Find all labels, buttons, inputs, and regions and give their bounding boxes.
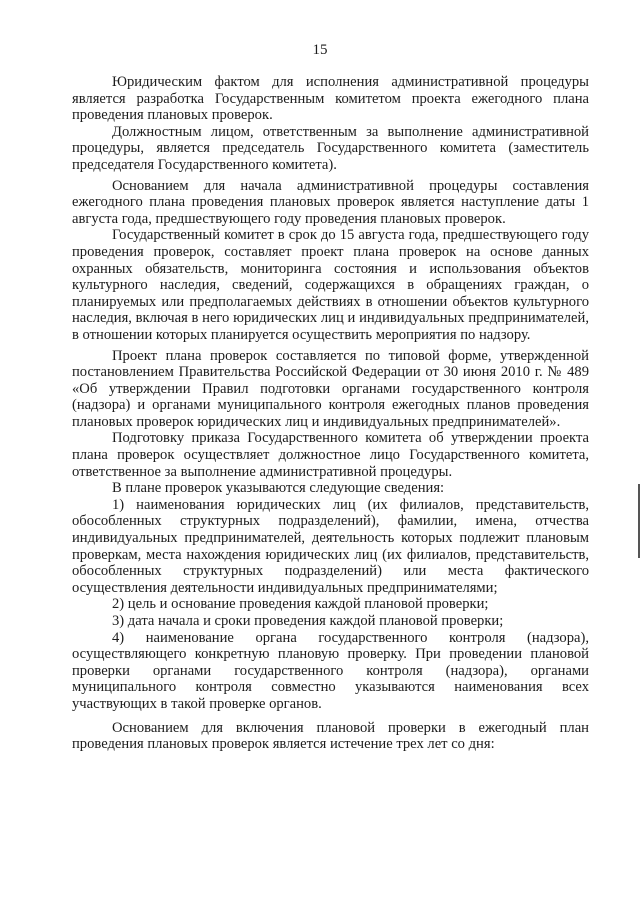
paragraph-plan-drafting: Государственный комитет в срок до 15 августа года, предшествующего году проведения проверок, составляет проект плана проверок на основе данных охранных обязательств, мониторинга состояния и использования объектов культурного наследия, сведений, содержащихся в обращениях граждан, о планируемых или предполагаемых действиях в отношении объектов культурного наследия, включая в него юридических лиц и индивидуальных предпринимателей, в отношении которых планируется осуществить мероприятия по надзору. [72,227,589,343]
page-number: 15 [312,42,328,58]
paragraph-standard-form: Проект плана проверок составляется по типовой форме, утвержденной постановлением Правительства Российской Федерации от 30 июня 2010 г. № 489 «Об утверждении Правил подготовки органами государственного контроля (надзора) и органами муниципального контроля ежегодных планов проведения плановых проверок юридических лиц и индивидуальных предпринимателей». [72,347,589,430]
list-item-2: 2) цель и основание проведения каждой плановой проверки; [112,596,489,613]
paragraph-inclusion-basis: Основанием для включения плановой проверки в ежегодный план проведения плановых проверок является истечение трех лет со дня: [72,719,589,753]
paragraph-legal-fact: Юридическим фактом для исполнения административной процедуры является разработка Государственным комитетом проекта ежегодного плана проведения плановых проверок. [72,74,589,124]
paragraph-order-preparation: Подготовку приказа Государственного комитета об утверждении проекта плана проверок осуществляет должностное лицо Государственного комитета, ответственное за выполнение административной процедуры. [72,430,589,480]
document-body [72,74,589,753]
list-item-1: 1) наименования юридических лиц (их филиалов, представительств, обособленных структурных подразделений), фамилии, имена, отчества индивидуальных предпринимателей, деятельность которых подлежит плановым проверкам, места нахождения юридических лиц (их филиалов, представительств, обособленных структурных подразделений) или места фактического осуществления деятельности индивидуальных предпринимателями; [72,496,589,596]
paragraph-responsible-official: Должностным лицом, ответственным за выполнение административной процедуры, является председатель Государственного комитета (заместитель председателя Государственного комитета). [72,123,589,173]
paragraph-start-basis: Основанием для начала административной процедуры составления ежегодного плана проведения плановых проверок является наступление даты 1 августа года, предшествующего году проведения плановых проверок. [72,177,589,227]
list-item-4: 4) наименование органа государственного контроля (надзора), осуществляющего конкретную плановую проверку. При проведении плановой проверки органами государственного контроля (надзора), органами муниципального контроля совместно указываются наименования всех участвующих в такой проверке органов. [72,629,589,712]
paragraph-plan-contents-intro: В плане проверок указываются следующие сведения: [112,480,445,497]
list-item-3: 3) дата начала и сроки проведения каждой плановой проверки; [112,613,504,629]
